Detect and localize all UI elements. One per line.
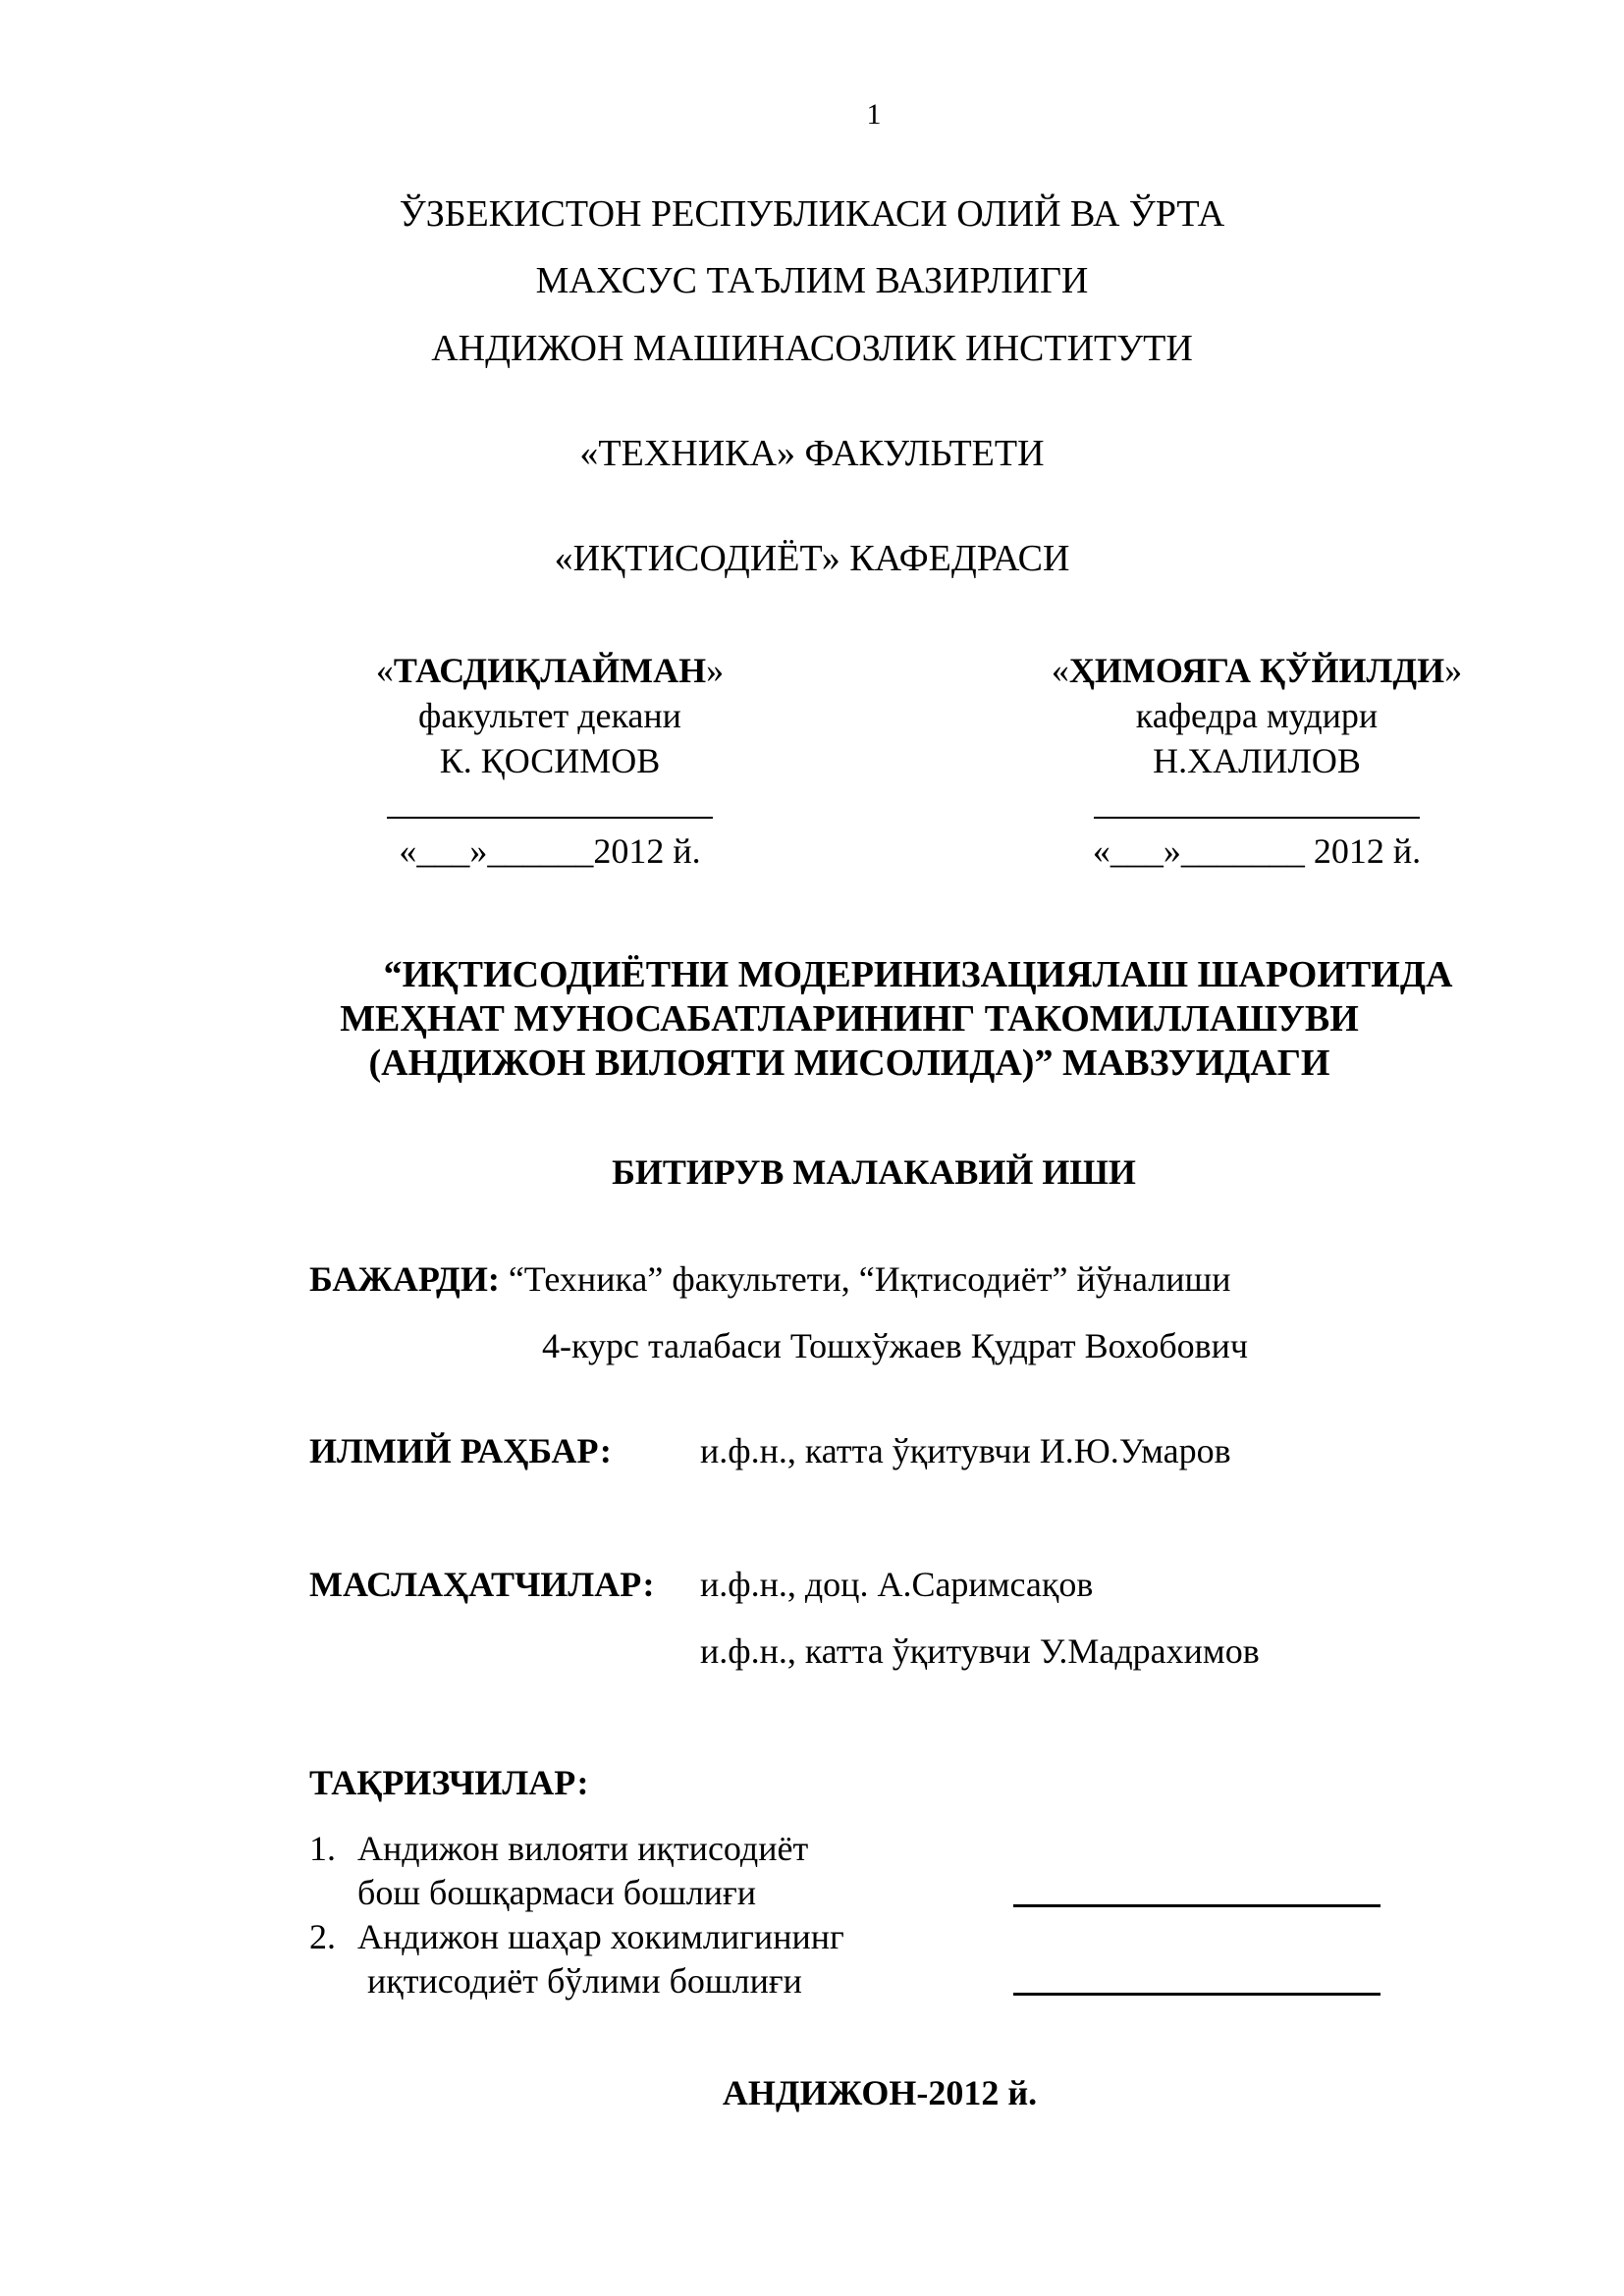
department-name: «ИҚТИСОДИЁТ» КАФЕДРАСИ: [554, 538, 1070, 579]
thesis-title-line-1: “ИҚТИСОДИЁТНИ МОДЕРИНИЗАЦИЯЛАШ ШАРОИТИДА: [383, 954, 1453, 995]
approval-signature-line: [334, 783, 766, 828]
performed-line-1: “Техника” факультети, “Иқтисодиёт” йўналиши: [508, 1259, 1231, 1299]
reviewers-label: ТАҚРИЗЧИЛАР:: [309, 1763, 589, 1802]
page-number: 1: [866, 98, 882, 131]
defense-date: «___»_______ 2012 й.: [1092, 831, 1422, 871]
approval-block: [334, 648, 766, 874]
reviewer-1-signature-line: [1013, 1904, 1380, 1907]
work-type: БИТИРУВ МАЛАКАВИЙ ИШИ: [612, 1152, 1136, 1192]
reviewer-2-line-2: иқтисодиёт бўлими бошлиғи: [367, 1961, 802, 2001]
thesis-title-line-3: (АНДИЖОН ВИЛОЯТИ МИСОЛИДА)” МАВЗУИДАГИ: [368, 1042, 1330, 1084]
faculty-name: «ТЕХНИКА» ФАКУЛЬТЕТИ: [579, 433, 1045, 474]
defense-role: кафедра мудири: [1135, 696, 1379, 735]
reviewer-2-line-1: Андижон шаҳар хокимлигининг: [357, 1917, 844, 1956]
approval-name: К. ҚОСИМОВ: [439, 741, 661, 780]
performed-line-2: 4-курс талабаси Тошхўжаев Қудрат Вохобович: [542, 1326, 1248, 1365]
defense-title: «ҲИМОЯГА ҚЎЙИЛДИ»: [1051, 651, 1463, 690]
city-year: АНДИЖОН-2012 й.: [722, 2073, 1038, 2112]
thesis-title-line-2: МЕҲНАТ МУНОСАБАТЛАРИНИНГ ТАКОМИЛЛАШУВИ: [340, 998, 1359, 1040]
approval-role: факультет декани: [418, 696, 681, 735]
ministry-line-1: ЎЗБЕКИСТОН РЕСПУБЛИКАСИ ОЛИЙ ВА ЎРТА: [399, 193, 1225, 235]
defense-signature-line: [992, 783, 1522, 828]
consultant-1: и.ф.н., доц. А.Саримсақов: [700, 1565, 1094, 1604]
consultants-label: МАСЛАҲАТЧИЛАР:: [309, 1565, 655, 1604]
reviewer-2-number: 2.: [309, 1917, 336, 1956]
defense-name: Н.ХАЛИЛОВ: [1153, 741, 1361, 780]
reviewer-1-line-1: Андижон вилояти иқтисодиёт: [357, 1829, 809, 1868]
reviewer-1-number: 1.: [309, 1829, 336, 1868]
defense-block: [992, 648, 1522, 874]
approval-date: «___»______2012 й.: [399, 831, 701, 871]
consultant-2: и.ф.н., катта ўқитувчи У.Мадрахимов: [700, 1631, 1260, 1671]
reviewer-2-signature-line: [1013, 1993, 1380, 1996]
performed-label: БАЖАРДИ:: [309, 1259, 500, 1299]
supervisor-value: и.ф.н., катта ўқитувчи И.Ю.Умаров: [700, 1431, 1231, 1470]
approval-title: «ТАСДИҚЛАЙМАН»: [375, 651, 725, 690]
supervisor-label: ИЛМИЙ РАҲБАР:: [309, 1431, 612, 1470]
ministry-line-2: МАХСУС ТАЪЛИМ ВАЗИРЛИГИ: [535, 260, 1089, 301]
institute-name: АНДИЖОН МАШИНАСОЗЛИК ИНСТИТУТИ: [431, 328, 1193, 369]
reviewer-1-line-2: бош бошқармаси бошлиғи: [357, 1873, 757, 1912]
performed-row: [309, 1258, 1231, 1300]
